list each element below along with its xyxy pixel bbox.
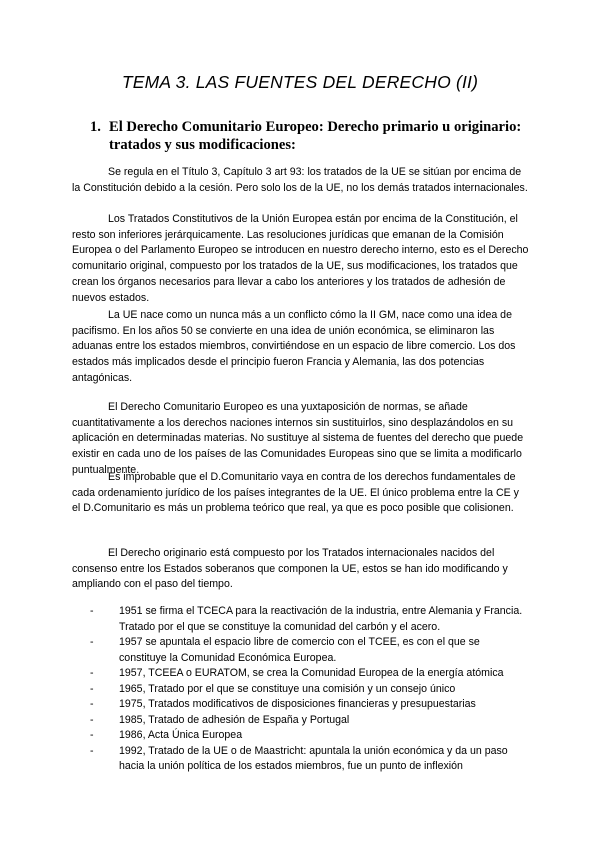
paragraph-text: El Derecho originario está compuesto por los Tratados internacionales nacidos del consenso entre los Estados soberanos que componen la UE, estos se han ido modificando y ampliando con el paso del tiempo. [72,547,508,591]
paragraph-text: Se regula en el Título 3, Capítulo 3 art 93: los tratados de la UE se sitúan por encima de la Constitución debido a la cesión. Pero solo los de la UE, no los demás tratados internacionales. [72,166,528,194]
list-item-text: 1975, Tratados modificativos de disposiciones financieras y presupuestarias [119,698,476,710]
list-item [90,697,530,713]
list-marker: - [90,682,94,695]
list-item-text: 1986, Acta Única Europea [119,729,243,741]
paragraph [72,212,530,306]
treaty-list [90,604,530,775]
paragraph [72,470,530,517]
list-item [90,682,530,698]
section-heading-text: El Derecho Comunitario Europeo: Derecho primario u originario: tratados y sus modificaciones: [109,119,522,153]
paragraph-text: Es improbable que el D.Comunitario vaya en contra de los derechos fundamentales de cada ordenamiento jurídico de los países integrantes de la UE. El único problema entre la CE y el D.Comunitario es más un problema teórico que real, ya que es poco posible que colisionen. [72,471,519,515]
list-marker: - [90,605,94,617]
page-title: TEMA 3. LAS FUENTES DEL DERECHO (II) [121,72,479,92]
paragraph [72,165,530,196]
list-marker: - [90,667,94,679]
paragraph [72,400,530,479]
list-marker: - [90,729,94,741]
list-item-text: 1992, Tratado de la UE o de Maastricht: apuntala la unión económica y da un paso hacia la unión política de los estados miembros, fue un punto de inflexión [119,744,508,772]
list-marker: - [90,698,94,710]
paragraph-text: Los Tratados Constitutivos de la Unión Europea están por encima de la Constitución, el resto son inferiores jerárquicamente. Las resoluciones jurídicas que emanan de la Comisión Europea o del Parlamento Europeo se introducen en nuestro derecho interno, esto es el Derecho comunitario original, compuesto por los tratados de la UE, sus modificaciones, los tratados que crean los órganos necesarios para llevar a cabo los anteriores y los tratados de adhesión de nuevos estados. [72,213,529,304]
list-marker: - [90,744,94,757]
list-item [90,635,530,666]
list-item-text: 1957, TCEEA o EURATOM, se crea la Comunidad Europea de la energía atómica [119,667,504,679]
list-item [90,604,530,635]
list-item-text: 1957 se apuntala el espacio libre de comercio con el TCEE, es con el que se constituye la Comunidad Económica Europea. [119,636,480,664]
list-item-text: 1965, Tratado por el que se constituye una comisión y un consejo único [119,682,456,695]
list-item-text: 1951 se firma el TCECA para la reactivación de la industria, entre Alemania y Francia. Tratado por el que se constituye la comunidad del carbón y el acero. [119,605,523,633]
section-number: 1. [90,119,101,135]
list-marker: - [90,636,94,648]
paragraph [72,308,530,387]
paragraph-text: La UE nace como un nunca más a un conflicto cómo la II GM, nace como una idea de pacifismo. En los años 50 se convierte en una idea de unión económica, se eliminaron las aduanas entre los estados miembros, convirtiéndose en un espacio de libre comercio. Los dos estados más implicados desde el principio fueron Francia y Alemania, las dos potencias antagónicas. [72,309,516,384]
list-item [90,713,530,729]
section-heading [90,118,530,154]
list-item [90,728,530,744]
paragraph [72,546,530,593]
list-item-text: 1985, Tratado de adhesión de España y Portugal [119,713,350,726]
paragraph-text: El Derecho Comunitario Europeo es una yuxtaposición de normas, se añade cuantitativamente a los derechos naciones internos sin sustituirlos, sino desplazándolos en su aplicación en determinadas materias. No sustituye al sistema de fuentes del derecho que puede existir en cada uno de los países de las Comunidades Europeas sino que se limita a modificarlo puntualmente. [72,401,524,476]
list-item [90,666,530,682]
list-item [90,744,530,775]
list-marker: - [90,713,94,726]
